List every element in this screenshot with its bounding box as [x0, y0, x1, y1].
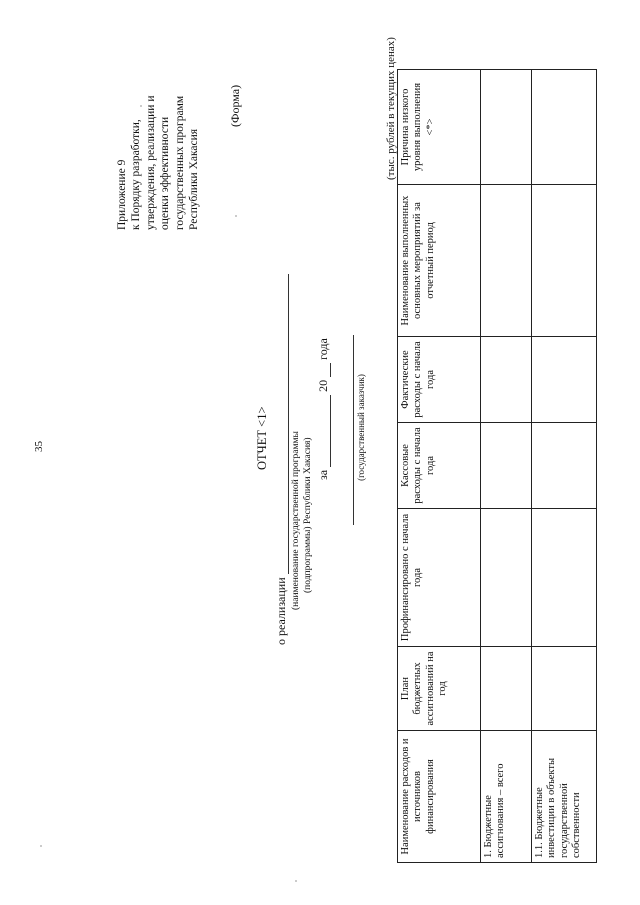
header-low-reason: Причина низкого уровня выполнения <*>: [398, 70, 481, 185]
scan-speck: [235, 215, 237, 217]
appendix-line: оценки эффективности: [159, 116, 172, 230]
header-cash-expenses: Кассовые расходы с начала года: [398, 423, 481, 509]
table-cell: [532, 647, 597, 731]
appendix-line: Приложение 9: [116, 159, 128, 230]
units-note: (тыс. рублей в текущих ценах): [385, 37, 397, 180]
appendix-line: государственных программ: [173, 95, 186, 230]
appendix-line: Республики Хакасия: [187, 128, 200, 230]
table-cell: [481, 509, 532, 647]
table-cell: [532, 337, 597, 423]
table-header-row: [398, 70, 481, 863]
subprogram-name-hint: (подпрограммы) Республики Хакасия): [303, 437, 313, 593]
form-label: (Форма): [228, 84, 242, 127]
period-year: 20: [316, 379, 330, 392]
table-cell: [532, 423, 597, 509]
period-prefix: за: [316, 469, 330, 480]
period-suffix: года: [316, 338, 330, 360]
table-row: [532, 70, 597, 863]
appendix-line: к Порядку разработки,: [130, 119, 143, 230]
table-cell: [481, 70, 532, 185]
header-expense-name: Наименование расходов и источников финансирования: [398, 731, 481, 863]
scan-speck: [140, 105, 142, 107]
header-financed: Профинансировано с начала года: [398, 509, 481, 647]
period-line: [315, 338, 331, 480]
customer-hint: (государственный заказчик): [356, 374, 366, 481]
scan-speck: [40, 845, 42, 847]
appendix-line: утверждения, реализации и: [144, 95, 157, 230]
year-blank: [315, 363, 331, 377]
header-plan: План бюджетных ассигнований на год: [398, 647, 481, 731]
table-row: [481, 70, 532, 863]
table-cell: [481, 647, 532, 731]
realization-prefix: о реализации: [274, 577, 288, 645]
page-number: 35: [33, 441, 45, 452]
table-cell: [532, 509, 597, 647]
program-name-blank: [273, 274, 289, 574]
header-actual-expenses: Фактические расходы с начала года: [398, 337, 481, 423]
table-cell: [481, 337, 532, 423]
header-activities: Наименование выполненных основных мероприятий за отчетный период: [398, 185, 481, 337]
period-blank: [315, 395, 331, 467]
table-cell: [481, 185, 532, 337]
report-table: [397, 69, 597, 863]
row-label: 1.1. Бюджетные инвестиции в объекты государственной собственности: [532, 731, 597, 863]
customer-blank: [353, 335, 354, 525]
table-cell: [532, 185, 597, 337]
program-name-hint: (наименование государственной программы: [291, 431, 301, 610]
appendix-note: [115, 20, 201, 230]
scan-speck: [295, 880, 297, 882]
table-cell: [481, 423, 532, 509]
realization-line: [273, 274, 289, 645]
report-title: ОТЧЕТ <1>: [255, 406, 269, 470]
table-cell: [532, 70, 597, 185]
row-label: 1. Бюджетные ассигнования – всего: [481, 731, 532, 863]
